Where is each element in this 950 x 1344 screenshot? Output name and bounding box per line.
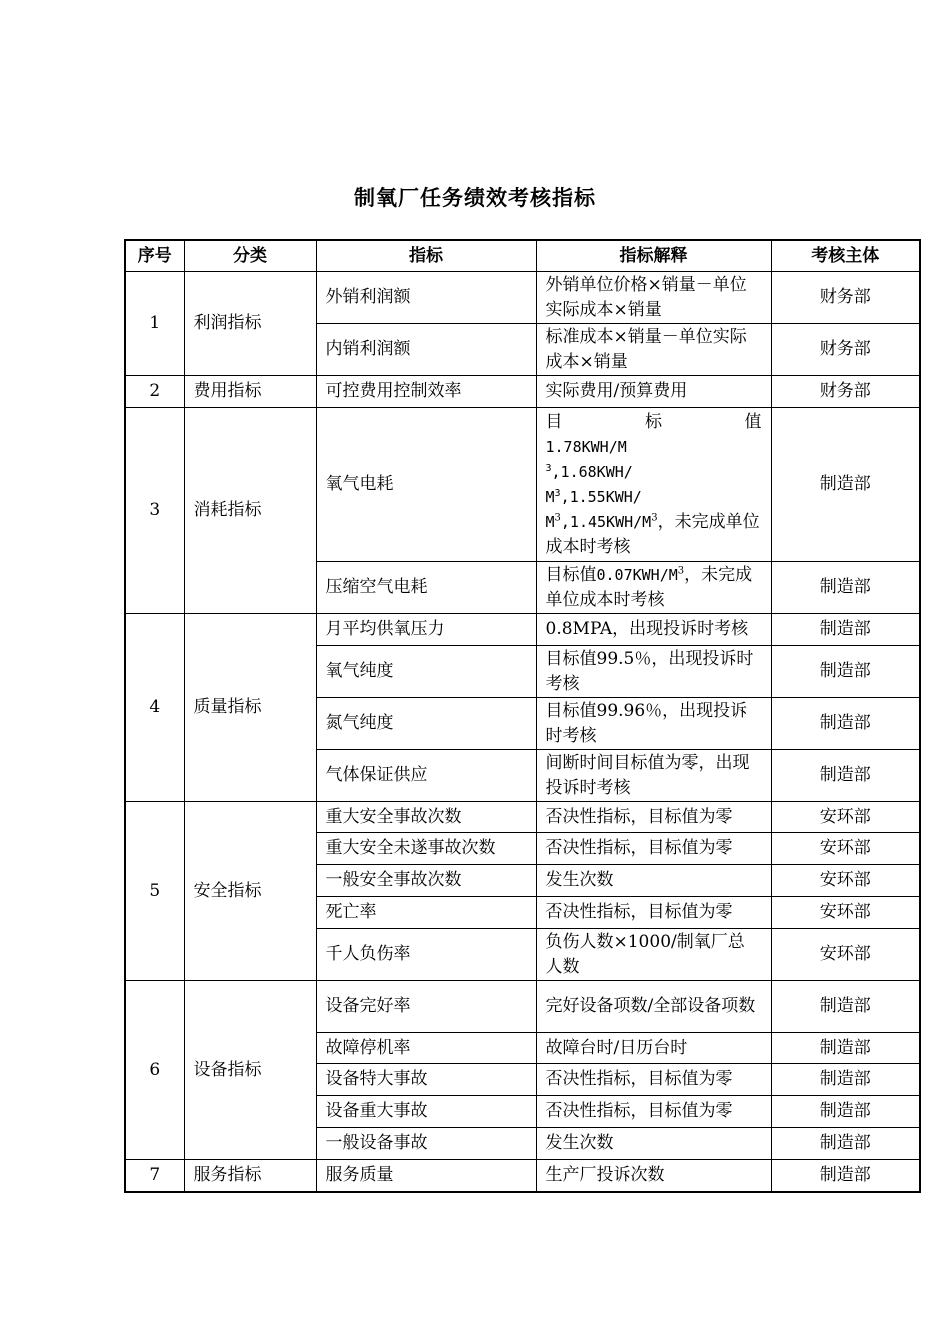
group-category: 质量指标 [184, 614, 316, 802]
explanation-cell: 实际费用/预算费用 [536, 376, 771, 408]
group-category: 服务指标 [184, 1160, 316, 1192]
owner-cell: 制造部 [771, 750, 920, 802]
group-category: 利润指标 [184, 272, 316, 376]
target-value-2: $^3$,1.68KWH/ [545, 462, 633, 481]
group-no: 6 [125, 981, 184, 1160]
explanation-cell: 故障台时/日历台时 [536, 1033, 771, 1064]
indicator-cell: 一般设备事故 [316, 1128, 536, 1160]
owner-cell: 制造部 [771, 1064, 920, 1096]
table-header-row [125, 240, 920, 272]
table-row [125, 981, 920, 1033]
owner-cell: 安环部 [771, 929, 920, 981]
indicator-cell: 一般安全事故次数 [316, 865, 536, 897]
owner-cell: 制造部 [771, 646, 920, 698]
explanation-cell: 否决性指标，目标值为零 [536, 1096, 771, 1128]
indicator-cell: 服务质量 [316, 1160, 536, 1192]
table-row [125, 1160, 920, 1192]
explanation-cell: 标准成本×销量－单位实际成本×销量 [536, 324, 771, 376]
indicator-cell: 故障停机率 [316, 1033, 536, 1064]
header-category: 分类 [184, 240, 316, 272]
group-category: 设备指标 [184, 981, 316, 1160]
explanation-cell: 否决性指标，目标值为零 [536, 897, 771, 929]
indicator-cell: 氧气纯度 [316, 646, 536, 698]
indicator-cell: 设备完好率 [316, 981, 536, 1033]
owner-cell: 制造部 [771, 1160, 920, 1192]
owner-cell: 制造部 [771, 614, 920, 646]
owner-cell: 安环部 [771, 802, 920, 833]
group-no: 5 [125, 802, 184, 981]
group-no: 1 [125, 272, 184, 376]
table-row [125, 272, 920, 324]
indicator-cell: 氮气纯度 [316, 698, 536, 750]
explanation-cell: 发生次数 [536, 865, 771, 897]
indicator-cell: 气体保证供应 [316, 750, 536, 802]
explanation-cell: 完好设备项数/全部设备项数 [536, 981, 771, 1033]
owner-cell: 制造部 [771, 1096, 920, 1128]
explanation-cell: 间断时间目标值为零，出现投诉时考核 [536, 750, 771, 802]
owner-cell: 制造部 [771, 698, 920, 750]
owner-cell: 制造部 [771, 1128, 920, 1160]
indicator-cell: 内销利润额 [316, 324, 536, 376]
kpi-table [124, 239, 921, 1193]
group-category: 费用指标 [184, 376, 316, 408]
explanation-cell: 发生次数 [536, 1128, 771, 1160]
target-value-3: $M^3,1.55KWH/$ [545, 487, 642, 506]
explanation-cell: 否决性指标，目标值为零 [536, 833, 771, 865]
owner-cell: 制造部 [771, 408, 920, 562]
target-value-1: 1.78KWH/M [545, 437, 627, 456]
indicator-cell: 外销利润额 [316, 272, 536, 324]
header-no: 序号 [125, 240, 184, 272]
indicator-cell: 设备重大事故 [316, 1096, 536, 1128]
owner-cell: 制造部 [771, 981, 920, 1033]
explanation-cell: 否决性指标，目标值为零 [536, 802, 771, 833]
explanation-cell: 生产厂投诉次数 [536, 1160, 771, 1192]
owner-cell: 安环部 [771, 865, 920, 897]
indicator-cell: 死亡率 [316, 897, 536, 929]
group-category: 消耗指标 [184, 408, 316, 614]
indicator-cell: 月平均供氧压力 [316, 614, 536, 646]
indicator-cell: 重大安全未遂事故次数 [316, 833, 536, 865]
page-title: 制氧厂任务绩效考核指标 [354, 186, 596, 210]
owner-cell: 财务部 [771, 272, 920, 324]
target-value-4: $M^3,1.45KWH/M^3$，未完成单位成本时考核 [545, 511, 760, 557]
indicator-cell: 压缩空气电耗 [316, 562, 536, 614]
explanation-cell: 目标值$0.07KWH/M^3$，未完成单位成本时考核 [536, 562, 771, 614]
owner-cell: 财务部 [771, 324, 920, 376]
explanation-cell: 目标值99.96％，出现投诉时考核 [536, 698, 771, 750]
explanation-cell: 目标值99.5％，出现投诉时考核 [536, 646, 771, 698]
group-no: 4 [125, 614, 184, 802]
header-indicator: 指标 [316, 240, 536, 272]
owner-cell: 制造部 [771, 562, 920, 614]
indicator-cell: 可控费用控制效率 [316, 376, 536, 408]
table-row [125, 408, 920, 562]
indicator-cell: 设备特大事故 [316, 1064, 536, 1096]
explanation-cell [536, 408, 771, 562]
header-explanation: 指标解释 [536, 240, 771, 272]
indicator-cell: 千人负伤率 [316, 929, 536, 981]
table-row [125, 802, 920, 833]
owner-cell: 安环部 [771, 833, 920, 865]
header-owner: 考核主体 [771, 240, 920, 272]
table-row [125, 376, 920, 408]
table-row [125, 614, 920, 646]
owner-cell: 安环部 [771, 897, 920, 929]
explanation-cell: 0.8MPA，出现投诉时考核 [536, 614, 771, 646]
explanation-cell: 负伤人数×1000/制氧厂总人数 [536, 929, 771, 981]
group-category: 安全指标 [184, 802, 316, 981]
explanation-cell: 否决性指标，目标值为零 [536, 1064, 771, 1096]
explanation-cell: 外销单位价格×销量－单位实际成本×销量 [536, 272, 771, 324]
target-label-row: 目 标 值 [545, 411, 762, 432]
group-no: 2 [125, 376, 184, 408]
group-no: 3 [125, 408, 184, 614]
group-no: 7 [125, 1160, 184, 1192]
indicator-cell: 氧气电耗 [316, 408, 536, 562]
owner-cell: 制造部 [771, 1033, 920, 1064]
indicator-cell: 重大安全事故次数 [316, 802, 536, 833]
owner-cell: 财务部 [771, 376, 920, 408]
